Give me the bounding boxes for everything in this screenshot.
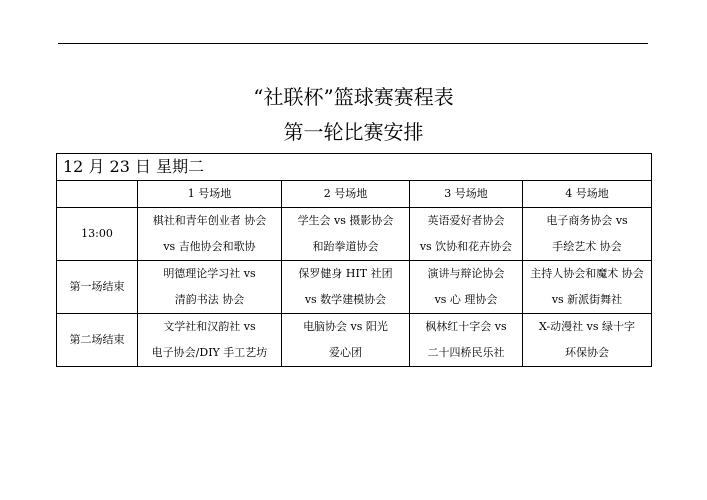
- match-line: 明德理论学习社 vs: [163, 267, 256, 280]
- top-divider: [58, 43, 648, 44]
- match-line: 电脑协会 vs 阳光: [303, 320, 388, 333]
- venue-header-2: 2 号场地: [282, 181, 410, 208]
- date-label: 12 月 23 日 星期二: [57, 154, 652, 181]
- match-line: 环保协会: [565, 346, 610, 359]
- match-cell: [282, 314, 410, 367]
- match-line: vs 心 理协会: [434, 293, 498, 306]
- match-cell: [523, 261, 652, 314]
- match-line: 英语爱好者协会: [427, 214, 505, 227]
- match-cell: [282, 261, 410, 314]
- table-row: [57, 208, 652, 261]
- match-cell: [282, 208, 410, 261]
- match-line: 电子协会/DIY 手工艺坊: [151, 346, 268, 359]
- table-row: [57, 261, 652, 314]
- match-cell: [138, 314, 282, 367]
- time-cell: 第二场结束: [57, 314, 138, 367]
- match-line: 保罗健身 HIT 社团: [298, 267, 393, 280]
- match-cell: [410, 208, 523, 261]
- match-line: 学生会 vs 摄影协会: [297, 214, 394, 227]
- match-line: vs 饮协和花卉协会: [419, 240, 513, 253]
- match-line: vs 新派街舞社: [551, 293, 623, 306]
- time-cell: 第一场结束: [57, 261, 138, 314]
- venue-header-row: [57, 181, 652, 208]
- match-cell: [523, 208, 652, 261]
- venue-header-1: 1 号场地: [138, 181, 282, 208]
- match-line: 棋社和青年创业者 协会: [152, 214, 267, 227]
- match-cell: [138, 208, 282, 261]
- time-cell: 13:00: [57, 208, 138, 261]
- table-row: [57, 314, 652, 367]
- match-cell: [410, 314, 523, 367]
- match-line: 手绘艺术 协会: [552, 240, 622, 253]
- match-line: 演讲与辩论协会: [427, 267, 505, 280]
- page-title: “社联杯”篮球赛赛程表: [253, 85, 454, 109]
- date-row: [57, 154, 652, 181]
- header-blank-cell: [57, 181, 138, 208]
- match-line: 主持人协会和魔术 协会: [530, 267, 644, 280]
- match-line: X-动漫社 vs 绿十字: [539, 320, 636, 333]
- match-line: vs 数学建模协会: [304, 293, 387, 306]
- venue-header-4: 4 号场地: [523, 181, 652, 208]
- page-subtitle: 第一轮比赛安排: [283, 120, 424, 144]
- match-cell: [410, 261, 523, 314]
- match-line: 爱心团: [329, 346, 362, 359]
- match-line: 文学社和汉韵社 vs: [163, 320, 256, 333]
- match-cell: [138, 261, 282, 314]
- match-line: vs 吉他协会和歌协: [163, 240, 256, 253]
- venue-header-3: 3 号场地: [410, 181, 523, 208]
- match-line: 枫林红十字会 vs: [425, 320, 507, 333]
- match-line: 清韵书法 协会: [174, 293, 245, 306]
- match-cell: [523, 314, 652, 367]
- match-line: 二十四桥民乐社: [427, 346, 505, 359]
- match-line: 电子商务协会 vs: [546, 214, 628, 227]
- match-line: 和跆拳道协会: [312, 240, 379, 253]
- schedule-table: [56, 153, 652, 367]
